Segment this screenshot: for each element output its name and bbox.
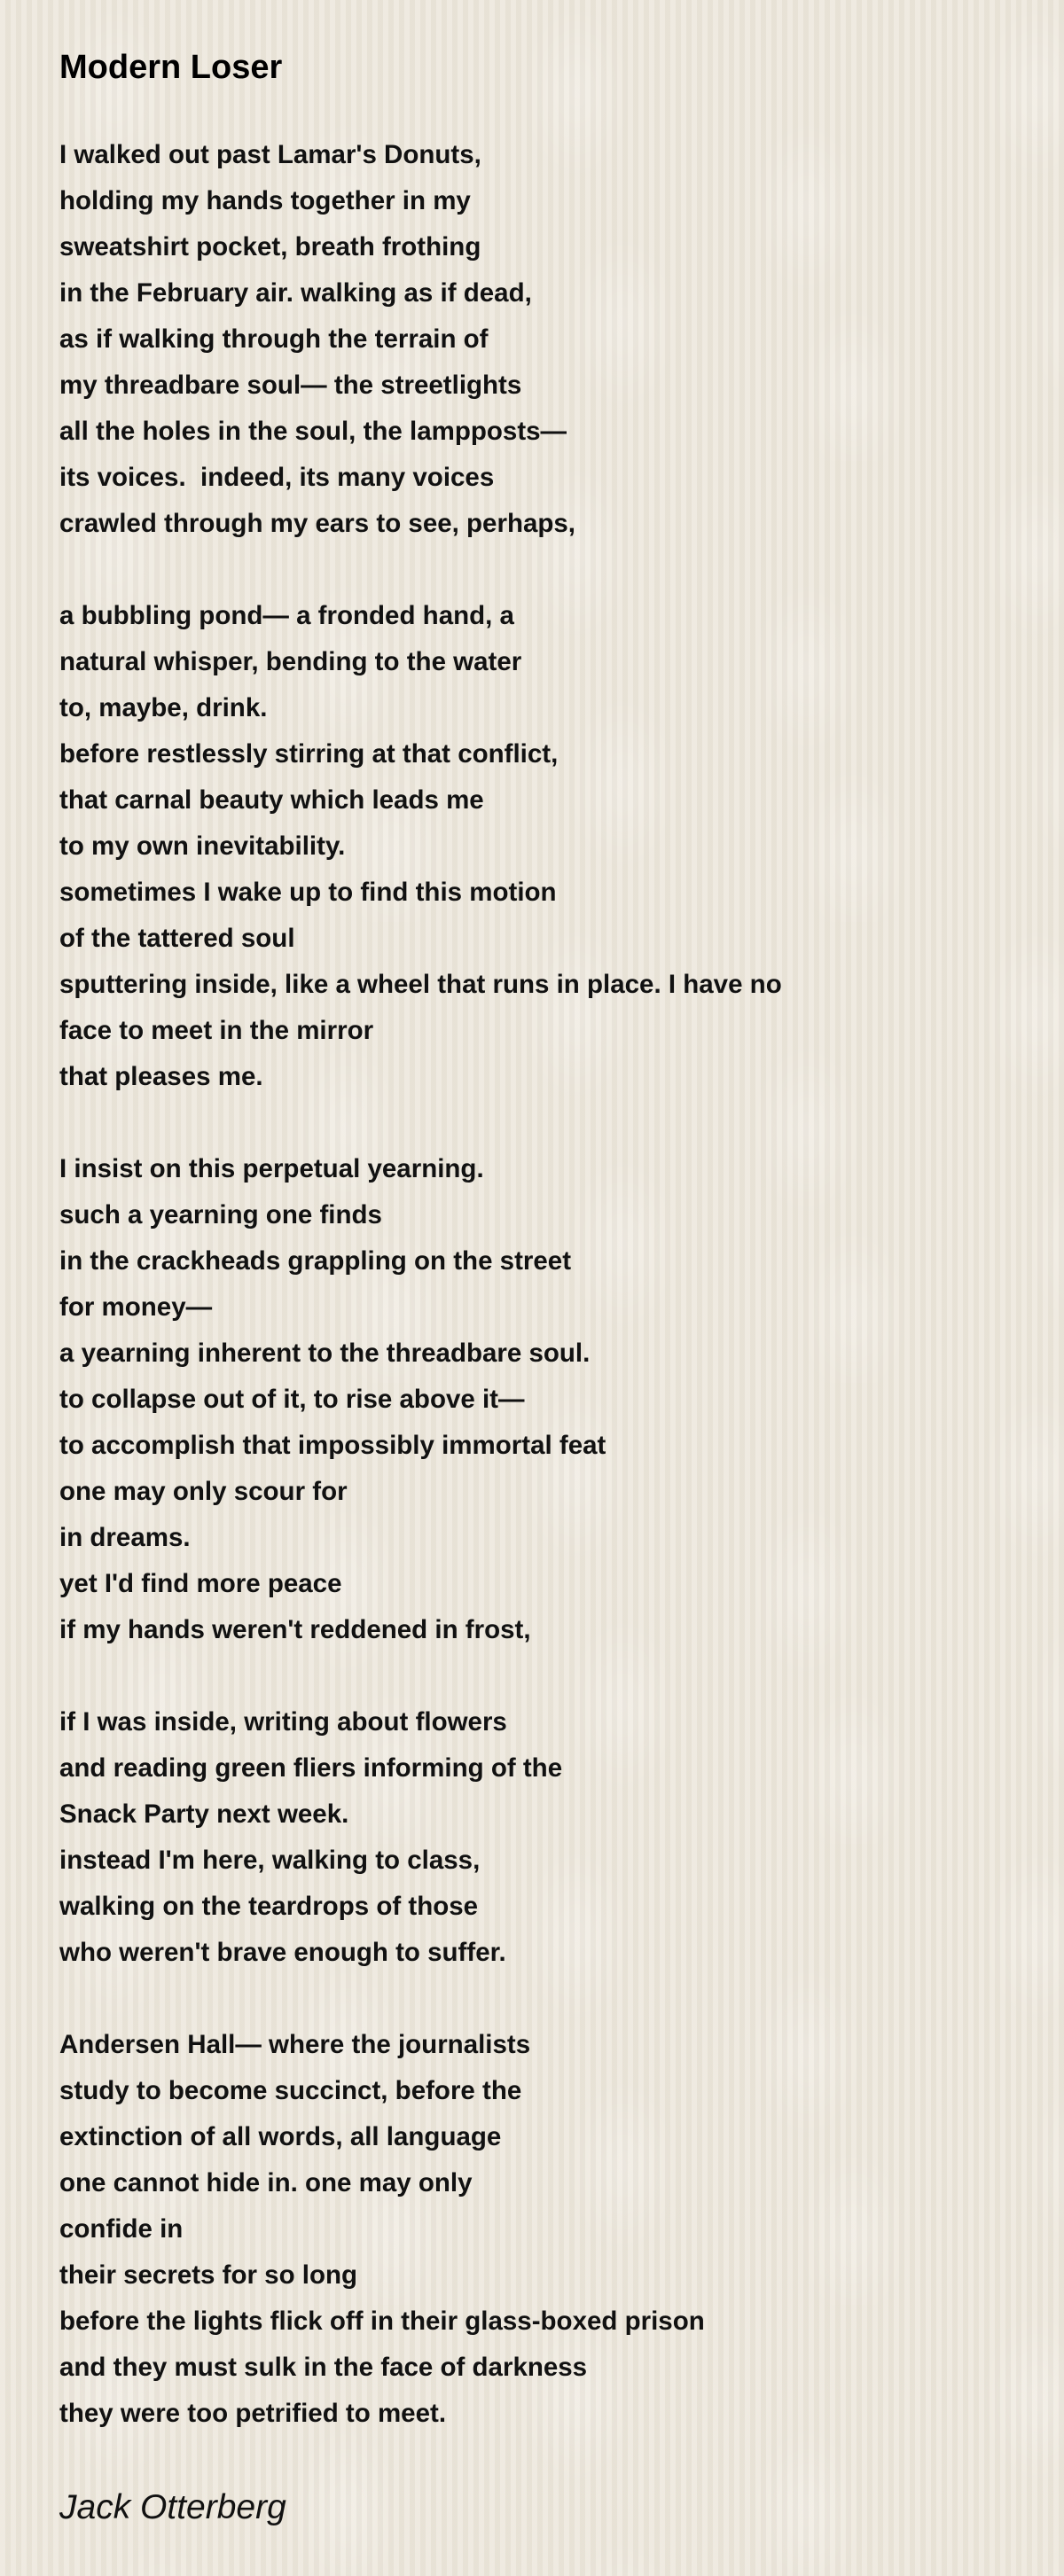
- poem-line: if I was inside, writing about flowers: [59, 1707, 507, 1737]
- poem-line: face to meet in the mirror: [59, 1016, 374, 1045]
- poem-line: in the crackheads grappling on the street: [59, 1246, 572, 1276]
- poem-line: sweatshirt pocket, breath frothing: [59, 232, 481, 262]
- poem-body: [59, 132, 1035, 2437]
- stanza-4: [59, 1699, 1035, 1976]
- poem-line: of the tattered soul: [59, 924, 295, 953]
- poem-line: they were too petrified to meet.: [59, 2399, 447, 2428]
- poem-line: its voices. indeed, its many voices: [59, 463, 495, 492]
- poem-line: in the February air. walking as if dead,: [59, 278, 532, 308]
- poem-line: sometimes I wake up to find this motion: [59, 878, 557, 907]
- poem-line: study to become succinct, before the: [59, 2076, 522, 2105]
- poem-line: one cannot hide in. one may only: [59, 2168, 473, 2197]
- poem-line: for money—: [59, 1292, 213, 1322]
- poem-line: instead I'm here, walking to class,: [59, 1846, 481, 1875]
- poem-line: a yearning inherent to the threadbare soul.: [59, 1339, 591, 1368]
- poem-line: yet I'd find more peace: [59, 1569, 342, 1598]
- poem-title: Modern Loser: [59, 49, 283, 86]
- poem-line: extinction of all words, all language: [59, 2122, 502, 2151]
- poem-page: [59, 46, 1035, 2483]
- poem-line: and they must sulk in the face of darkness: [59, 2353, 588, 2382]
- poem-author: Jack Otterberg: [59, 2488, 286, 2526]
- poem-line: crawled through my ears to see, perhaps,: [59, 509, 575, 538]
- poem-line: one may only scour for: [59, 1477, 348, 1506]
- stanza-1: [59, 132, 1035, 547]
- stanza-5: [59, 2022, 1035, 2437]
- poem-line: that pleases me.: [59, 1062, 263, 1091]
- poem-line: in dreams.: [59, 1523, 191, 1552]
- poem-line: that carnal beauty which leads me: [59, 785, 484, 815]
- poem-line: as if walking through the terrain of: [59, 324, 489, 354]
- poem-line: confide in: [59, 2214, 184, 2244]
- poem-line: sputtering inside, like a wheel that runs in place. I have no: [59, 970, 782, 999]
- poem-line: I insist on this perpetual yearning.: [59, 1154, 484, 1183]
- poem-line: holding my hands together in my: [59, 186, 471, 215]
- poem-line: natural whisper, bending to the water: [59, 647, 522, 676]
- poem-line: their secrets for so long: [59, 2260, 358, 2290]
- poem-line: to my own inevitability.: [59, 831, 346, 861]
- poem-line: to collapse out of it, to rise above it—: [59, 1385, 525, 1414]
- poem-line: walking on the teardrops of those: [59, 1892, 479, 1921]
- poem-line: I walked out past Lamar's Donuts,: [59, 140, 481, 169]
- poem-line: to accomplish that impossibly immortal feat: [59, 1431, 606, 1460]
- poem-line: before restlessly stirring at that conflict,: [59, 739, 559, 769]
- poem-line: and reading green fliers informing of the: [59, 1753, 563, 1783]
- stanza-2: [59, 593, 1035, 1100]
- poem-line: my threadbare soul— the streetlights: [59, 371, 522, 400]
- poem-line: to, maybe, drink.: [59, 693, 268, 722]
- poem-line: Andersen Hall— where the journalists: [59, 2030, 531, 2059]
- poem-line: who weren't brave enough to suffer.: [59, 1938, 506, 1967]
- poem-line: Snack Party next week.: [59, 1799, 349, 1829]
- poem-line: if my hands weren't reddened in frost,: [59, 1615, 531, 1644]
- poem-line: a bubbling pond— a fronded hand, a: [59, 601, 514, 630]
- stanza-3: [59, 1146, 1035, 1653]
- poem-line: such a yearning one finds: [59, 1200, 382, 1229]
- poem-line: all the holes in the soul, the lampposts—: [59, 417, 567, 446]
- poem-line: before the lights flick off in their glass-boxed prison: [59, 2307, 705, 2336]
